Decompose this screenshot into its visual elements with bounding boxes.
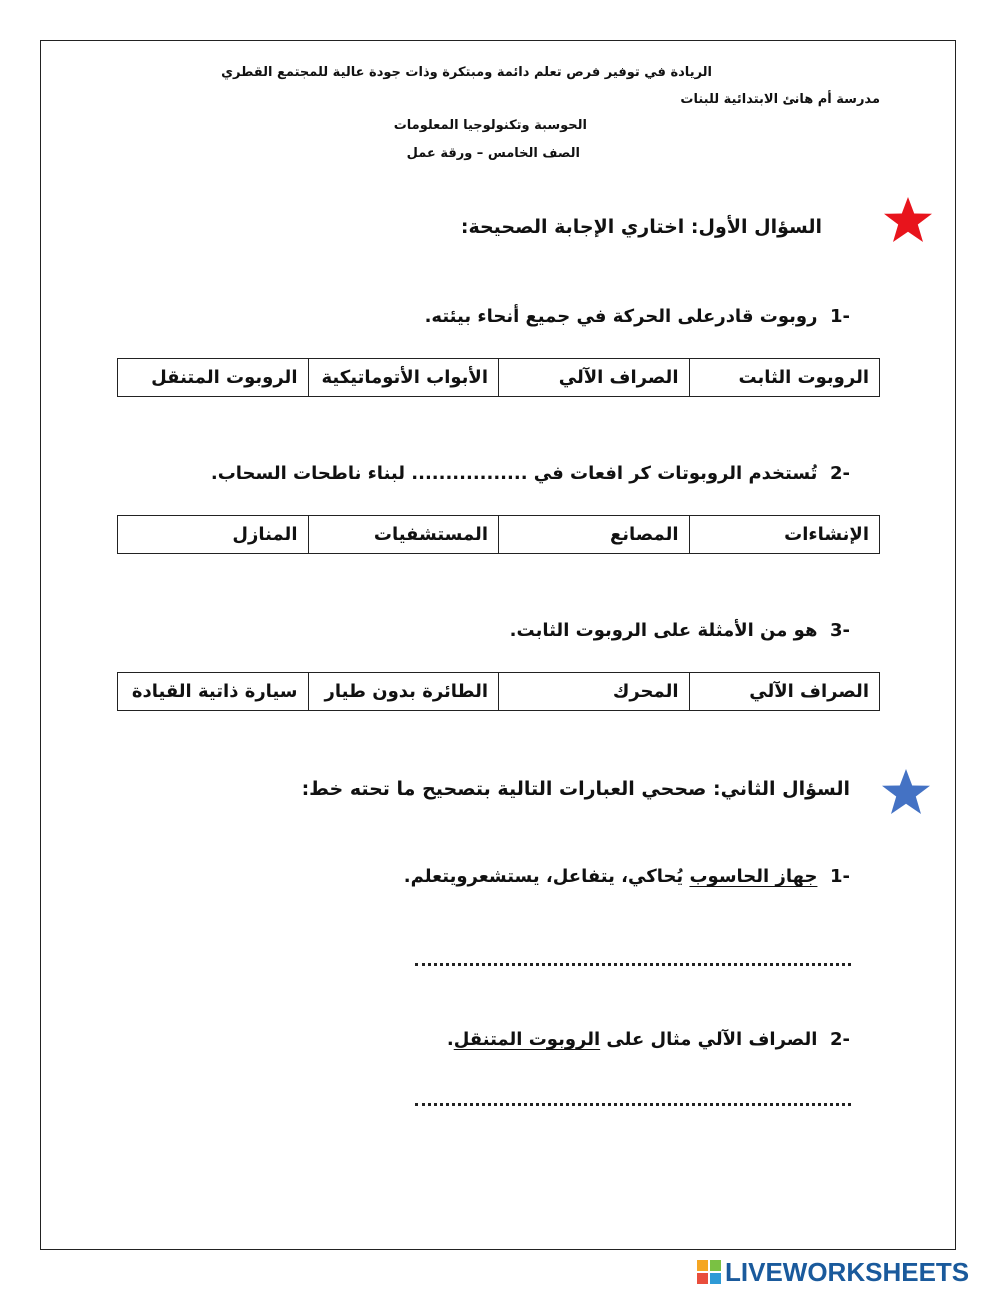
option-1[interactable]: الروبوت الثابت	[689, 359, 880, 397]
item-number: -3	[829, 620, 850, 641]
q1-item-3	[510, 620, 850, 641]
item-text: الصراف الآلي مثال على	[600, 1029, 818, 1050]
option-4[interactable]: سيارة ذاتية القيادة	[118, 673, 309, 711]
q1-item-2	[211, 463, 850, 484]
option-3[interactable]: المستشفيات	[308, 516, 499, 554]
option-1[interactable]: الصراف الآلي	[689, 673, 880, 711]
grade-label: الصف الخامس – ورقة عمل	[406, 146, 580, 161]
option-4[interactable]: المنازل	[118, 516, 309, 554]
red-star-icon	[882, 196, 934, 244]
logo-text: LIVEWORKSHEETS	[725, 1256, 970, 1287]
subject-name: الحوسبة وتكنولوجيا المعلومات	[393, 118, 587, 133]
option-2[interactable]: المصانع	[499, 516, 690, 554]
answer-line-1[interactable]	[415, 963, 851, 966]
question-1-title: السؤال الأول: اختاري الإجابة الصحيحة:	[460, 216, 822, 238]
item-punctuation: .	[446, 1029, 454, 1050]
item-number: -2	[829, 463, 850, 484]
item-number: -2	[829, 1029, 850, 1050]
school-motto: الريادة في توفير فرص تعلم دائمة ومبتكرة وذات جودة عالية للمجتمع القطري	[221, 65, 712, 80]
option-3[interactable]: الطائرة بدون طيار	[308, 673, 499, 711]
option-2[interactable]: الصراف الآلي	[499, 359, 690, 397]
q1-item-3-options	[117, 672, 880, 711]
liveworksheets-logo	[697, 1257, 969, 1287]
item-text: روبوت قادرعلى الحركة في جميع أنحاء بيئته.	[424, 306, 818, 327]
item-number: -1	[829, 866, 850, 887]
q1-item-1	[425, 306, 850, 327]
item-text: هو من الأمثلة على الروبوت الثابت.	[509, 620, 818, 641]
logo-blocks-icon	[697, 1260, 721, 1284]
question-2-title: السؤال الثاني: صححي العبارات التالية بتصحيح ما تحته خط:	[301, 778, 850, 800]
q2-item-1	[404, 866, 850, 887]
q2-item-2	[447, 1029, 850, 1050]
underlined-phrase: الروبوت المتنقل	[453, 1029, 601, 1050]
q1-item-2-options	[117, 515, 880, 554]
option-1[interactable]: الإنشاءات	[689, 516, 880, 554]
option-2[interactable]: المحرك	[499, 673, 690, 711]
q1-item-1-options	[117, 358, 880, 397]
item-number: -1	[829, 306, 850, 327]
school-name: مدرسة أم هانئ الابتدائية للبنات	[680, 92, 880, 107]
underlined-phrase: جهاز الحاسوب	[689, 866, 818, 887]
item-text: تُستخدم الروبوتات كر افعات في ................. لبناء ناطحات السحاب.	[210, 463, 818, 484]
option-3[interactable]: الأبواب الأتوماتيكية	[308, 359, 499, 397]
item-text: يُحاكي، يتفاعل، يستشعرويتعلم.	[403, 866, 690, 887]
blue-star-icon	[880, 768, 932, 816]
answer-line-2[interactable]	[415, 1103, 851, 1106]
option-4[interactable]: الروبوت المتنقل	[118, 359, 309, 397]
